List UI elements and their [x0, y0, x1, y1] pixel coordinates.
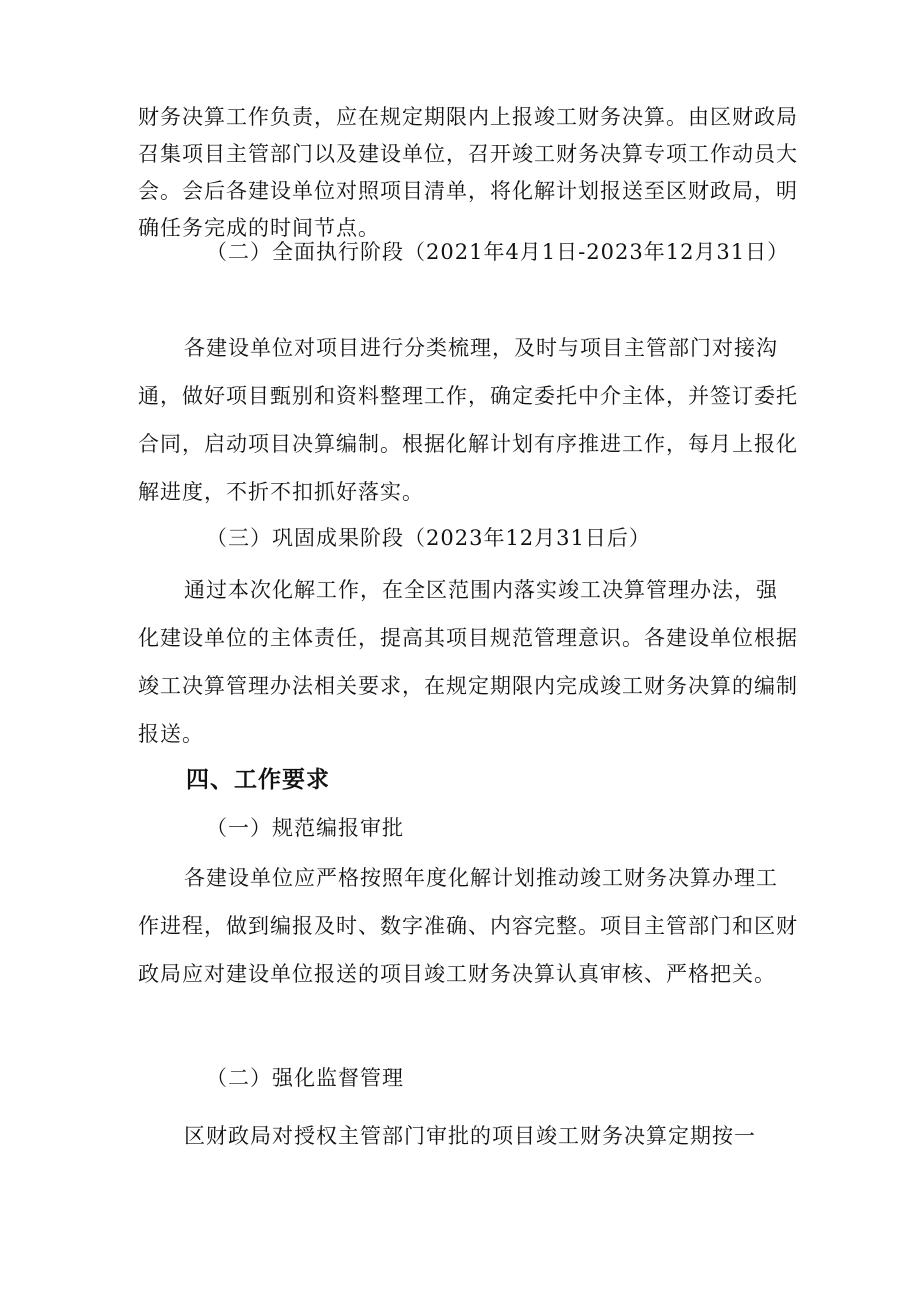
subheading-standardize-reporting: （一）规范编报审批 [206, 816, 404, 840]
paragraph-consolidation: 通过本次化解工作，在全区范围内落实竣工决算管理办法，强化建设单位的主体责任，提高其项目规范管理意识。各建设单位根据竣工决算管理办法相关要求，在规定期限内完成竣工财务决算的编制报送。 [138, 578, 798, 746]
paragraph-final-accounts-reporting: 财务决算工作负责，应在规定期限内上报竣工财务决算。由区财政局召集项目主管部门以及建设单位，召开竣工财务决算专项工作动员大会。会后各建设单位对照项目清单，将化解计划报送至区财政局，明确任务完成的时间节点。 [138, 105, 798, 240]
paragraph-strengthen-supervision: 区财政局对授权主管部门审批的项目竣工财务决算定期按一 [184, 1124, 756, 1148]
subheading-phase-consolidation: （三）巩固成果阶段（2023年12月31日后） [206, 526, 651, 550]
paragraph-standardize-reporting: 各建设单位应严格按照年度化解计划推动竣工财务决算办理工作进程，做到编报及时、数字准确、内容完整。项目主管部门和区财政局应对建设单位报送的项目竣工财务决算认真审核、严格把关。 [138, 866, 798, 986]
section-heading-work-requirements: 四、工作要求 [186, 767, 330, 793]
paragraph-full-execution: 各建设单位对项目进行分类梳理，及时与项目主管部门对接沟通，做好项目甄别和资料整理工作，确定委托中介主体，并签订委托合同，启动项目决算编制。根据化解计划有序推进工作，每月上报化解进度，不折不扣抓好落实。 [138, 336, 798, 504]
subheading-phase-full-execution: （二）全面执行阶段（2021年4月1日-2023年12月31日） [206, 240, 790, 264]
subheading-strengthen-supervision: （二）强化监督管理 [206, 1066, 404, 1090]
